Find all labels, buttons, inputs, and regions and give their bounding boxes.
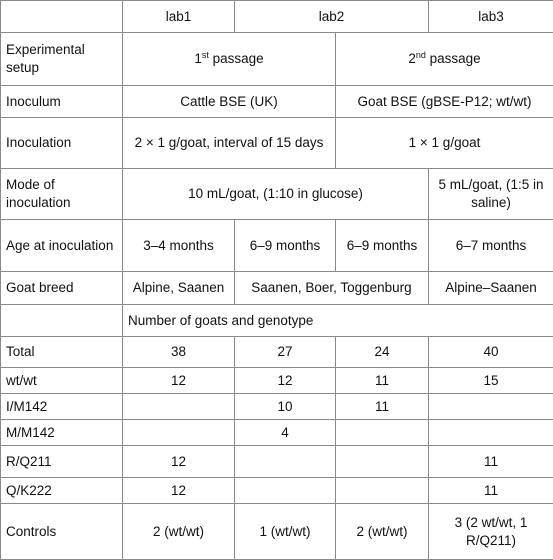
first-passage-cell [123, 33, 336, 86]
table-cell: 1 (wt/wt) [235, 504, 336, 560]
table-cell: 12 [123, 368, 235, 394]
table-cell: 11 [429, 446, 553, 478]
row-label: I/M142 [1, 394, 123, 420]
row-label: Total [1, 337, 123, 368]
goat-breed-lab1: Alpine, Saanen [123, 272, 235, 305]
table-cell: 12 [123, 446, 235, 478]
header-row [1, 1, 553, 33]
table-row [1, 394, 553, 420]
row-label: R/Q211 [1, 446, 123, 478]
second-passage-word: passage [426, 51, 481, 66]
number-heading-empty-cell [1, 305, 123, 337]
first-passage-word: passage [209, 51, 264, 66]
inoculum-left: Cattle BSE (UK) [123, 86, 336, 118]
table-cell [336, 478, 429, 504]
table-cell: 11 [429, 478, 553, 504]
row-label: Q/K222 [1, 478, 123, 504]
table-row [1, 504, 553, 560]
table-row [1, 478, 553, 504]
goat-breed-lab3: Alpine–Saanen [429, 272, 553, 305]
table-cell: 15 [429, 368, 553, 394]
age-lab1: 3–4 months [123, 220, 235, 272]
table-cell: 3 (2 wt/wt, 1 R/Q211) [429, 504, 553, 560]
number-heading-row [1, 305, 553, 337]
table-cell [429, 420, 553, 446]
second-passage-number: 2 [408, 51, 416, 66]
table-cell [336, 446, 429, 478]
table-cell: 2 (wt/wt) [123, 504, 235, 560]
first-passage-sup: st [202, 50, 209, 60]
age-lab2a: 6–9 months [235, 220, 336, 272]
table-row [1, 446, 553, 478]
inoculation-right: 1 × 1 g/goat [336, 118, 553, 169]
table-cell: 40 [429, 337, 553, 368]
row-label: Controls [1, 504, 123, 560]
table-cell: 11 [336, 368, 429, 394]
mode-of-inoculation-left: 10 mL/goat, (1:10 in glucose) [123, 169, 429, 220]
inoculum-right: Goat BSE (gBSE-P12; wt/wt) [336, 86, 553, 118]
age-at-inoculation-label: Age at inoculation [1, 220, 123, 272]
header-empty-cell [1, 1, 123, 33]
inoculation-label: Inoculation [1, 118, 123, 169]
inoculation-left: 2 × 1 g/goat, interval of 15 days [123, 118, 336, 169]
age-lab3: 6–7 months [429, 220, 553, 272]
table-cell: 4 [235, 420, 336, 446]
header-lab2: lab2 [235, 1, 429, 33]
table-cell [429, 394, 553, 420]
table-cell: 27 [235, 337, 336, 368]
table-cell: 2 (wt/wt) [336, 504, 429, 560]
table-cell [235, 446, 336, 478]
table-cell: 12 [235, 368, 336, 394]
goat-breed-row [1, 272, 553, 305]
experimental-setup-label: Experimental setup [1, 33, 123, 86]
table-cell: 10 [235, 394, 336, 420]
row-label: M/M142 [1, 420, 123, 446]
table-cell: 11 [336, 394, 429, 420]
table-cell: 38 [123, 337, 235, 368]
header-lab1: lab1 [123, 1, 235, 33]
goat-breed-label: Goat breed [1, 272, 123, 305]
inoculum-label: Inoculum [1, 86, 123, 118]
row-label: wt/wt [1, 368, 123, 394]
table-row [1, 420, 553, 446]
table-cell [123, 420, 235, 446]
inoculum-row [1, 86, 553, 118]
mode-of-inoculation-row [1, 169, 553, 220]
inoculation-row [1, 118, 553, 169]
header-lab3: lab3 [429, 1, 553, 33]
experimental-setup-row [1, 33, 553, 86]
table-cell [123, 394, 235, 420]
goat-breed-lab2: Saanen, Boer, Toggenburg [235, 272, 429, 305]
first-passage-number: 1 [194, 51, 202, 66]
mode-of-inoculation-label: Mode of inoculation [1, 169, 123, 220]
second-passage-sup: nd [416, 50, 426, 60]
age-at-inoculation-row [1, 220, 553, 272]
mode-of-inoculation-right: 5 mL/goat, (1:5 in saline) [429, 169, 553, 220]
second-passage-cell [336, 33, 553, 86]
table-cell: 24 [336, 337, 429, 368]
number-heading: Number of goats and genotype [123, 305, 553, 337]
table-cell [336, 420, 429, 446]
table-cell [235, 478, 336, 504]
table-row [1, 368, 553, 394]
table-cell: 12 [123, 478, 235, 504]
age-lab2b: 6–9 months [336, 220, 429, 272]
table-row [1, 337, 553, 368]
